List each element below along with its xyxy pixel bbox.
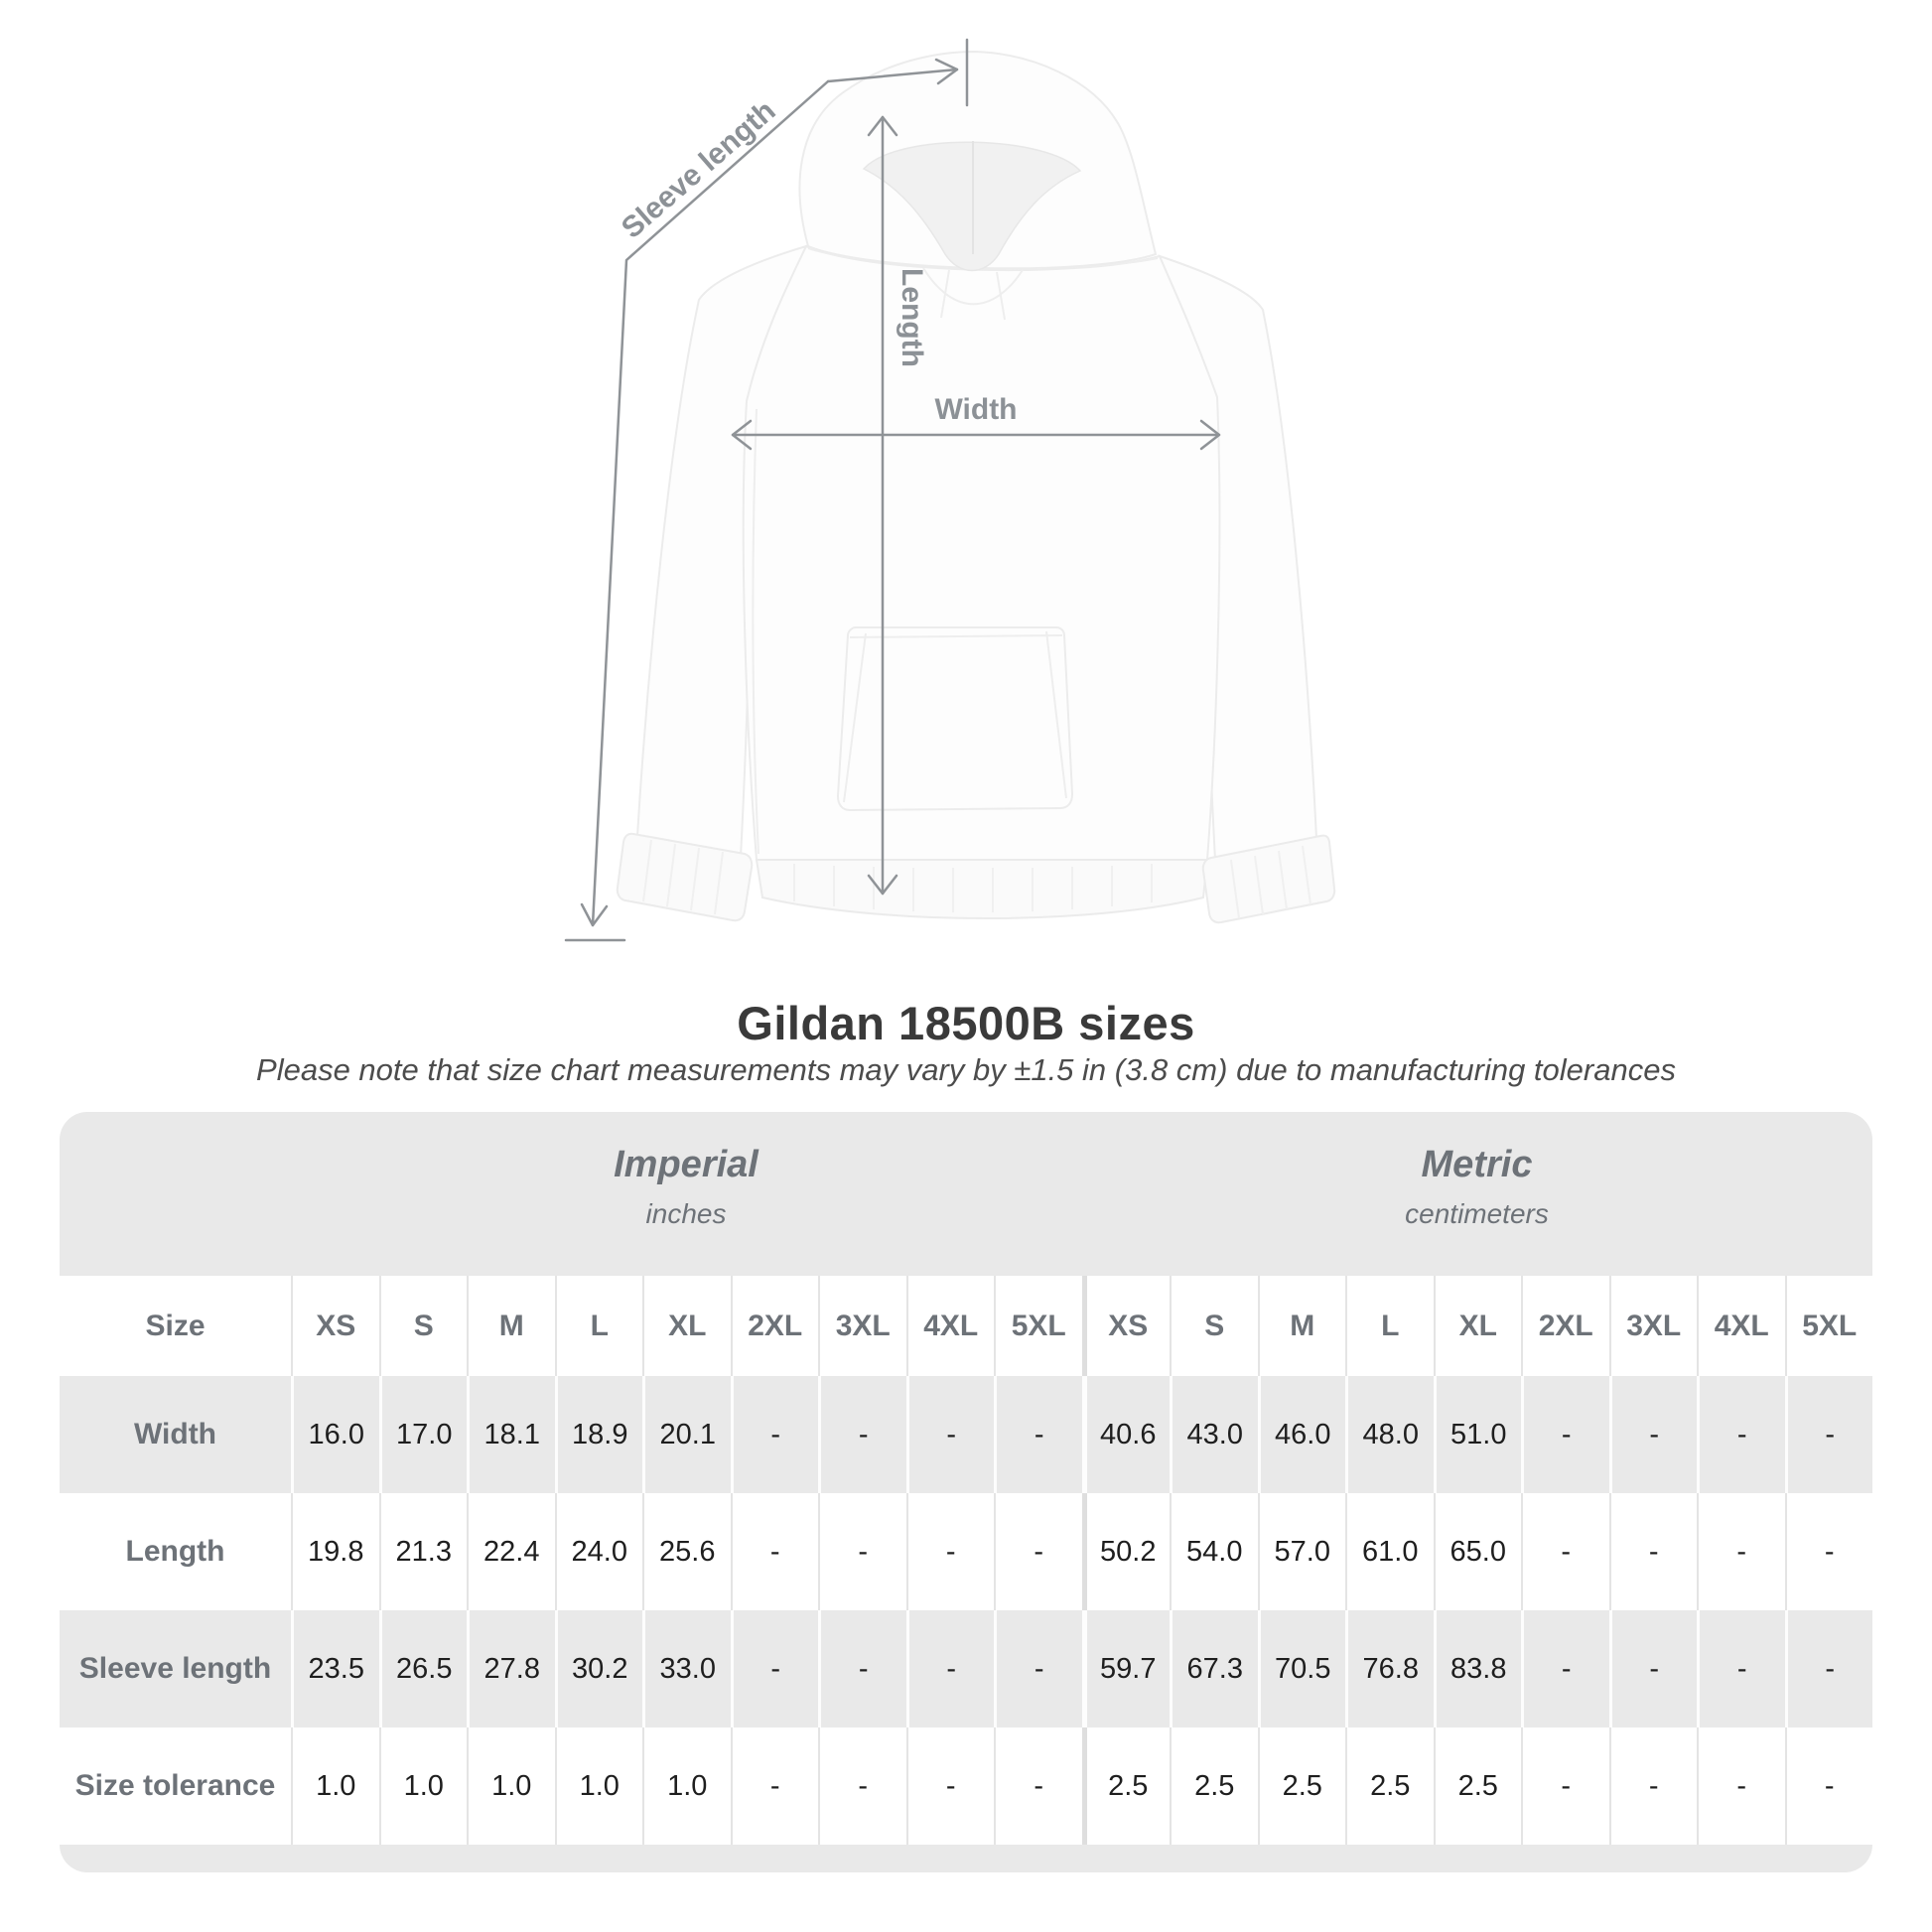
table-cell: -	[1785, 1610, 1873, 1727]
table-cell: -	[1609, 1610, 1698, 1727]
table-cell: -	[731, 1727, 819, 1845]
table-cell: 33.0	[642, 1610, 731, 1727]
table-cell: 25.6	[642, 1493, 731, 1610]
table-cell: 50.2	[1082, 1493, 1171, 1610]
table-cell: 1.0	[555, 1727, 643, 1845]
column-header: M	[1258, 1276, 1346, 1376]
table-cell: -	[731, 1376, 819, 1493]
width-label: Width	[934, 393, 1018, 426]
table-cell: 1.0	[467, 1727, 555, 1845]
metric-group-title: Metric	[1421, 1144, 1533, 1185]
hem-band	[757, 860, 1207, 918]
table-cell: 40.6	[1082, 1376, 1171, 1493]
column-header: XL	[1434, 1276, 1522, 1376]
table-cell: -	[994, 1610, 1082, 1727]
table-cell: 2.5	[1082, 1727, 1171, 1845]
table-cell: -	[1697, 1376, 1785, 1493]
table-cell: 83.8	[1434, 1610, 1522, 1727]
table-cell: -	[731, 1493, 819, 1610]
column-header: 3XL	[1609, 1276, 1698, 1376]
table-cell: 23.5	[291, 1610, 379, 1727]
table-cell: -	[906, 1727, 995, 1845]
column-header: XS	[1082, 1276, 1171, 1376]
table-cell: -	[1785, 1727, 1873, 1845]
table-cell: 48.0	[1345, 1376, 1434, 1493]
column-header: 5XL	[1785, 1276, 1873, 1376]
table-cell: 18.1	[467, 1376, 555, 1493]
column-header: 4XL	[1697, 1276, 1785, 1376]
size-corner-header: Size	[60, 1276, 291, 1376]
table-cell: 70.5	[1258, 1610, 1346, 1727]
table-cell: -	[906, 1493, 995, 1610]
table-cell: -	[1609, 1493, 1698, 1610]
column-header: 5XL	[994, 1276, 1082, 1376]
table-cell: 27.8	[467, 1610, 555, 1727]
metric-group-unit: centimeters	[1405, 1198, 1549, 1229]
table-cell: 76.8	[1345, 1610, 1434, 1727]
table-cell: 16.0	[291, 1376, 379, 1493]
column-header: 4XL	[906, 1276, 995, 1376]
column-header: 2XL	[731, 1276, 819, 1376]
table-cell: 17.0	[379, 1376, 468, 1493]
column-header: L	[1345, 1276, 1434, 1376]
imperial-group-unit: inches	[645, 1198, 727, 1229]
table-cell: 26.5	[379, 1610, 468, 1727]
table-cell: 18.9	[555, 1376, 643, 1493]
table-cell: 22.4	[467, 1493, 555, 1610]
table-cell: 24.0	[555, 1493, 643, 1610]
row-label: Length	[60, 1493, 291, 1610]
column-header: 2XL	[1521, 1276, 1609, 1376]
size-table	[60, 1112, 1872, 1872]
table-cell: 19.8	[291, 1493, 379, 1610]
table-cell: -	[818, 1727, 906, 1845]
table-cell: 1.0	[379, 1727, 468, 1845]
hoodie-illustration	[397, 20, 1549, 973]
table-cell: -	[1697, 1610, 1785, 1727]
column-header: M	[467, 1276, 555, 1376]
row-label: Width	[60, 1376, 291, 1493]
table-cell: -	[1785, 1376, 1873, 1493]
table-cell: 21.3	[379, 1493, 468, 1610]
size-table-grid	[60, 1276, 1872, 1845]
table-cell: 67.3	[1170, 1610, 1258, 1727]
table-cell: 57.0	[1258, 1493, 1346, 1610]
table-cell: -	[1697, 1493, 1785, 1610]
group-header-imperial	[291, 1144, 1081, 1230]
table-cell: -	[1521, 1727, 1609, 1845]
row-label: Size tolerance	[60, 1727, 291, 1845]
page-subtitle: Please note that size chart measurements may vary by ±1.5 in (3.8 cm) due to manufacturing tolerances	[256, 1052, 1676, 1087]
column-header: 3XL	[818, 1276, 906, 1376]
table-cell: 46.0	[1258, 1376, 1346, 1493]
table-cell: 59.7	[1082, 1610, 1171, 1727]
table-cell: -	[994, 1493, 1082, 1610]
table-cell: -	[1521, 1376, 1609, 1493]
column-header: XL	[642, 1276, 731, 1376]
table-cell: -	[731, 1610, 819, 1727]
table-cell: 54.0	[1170, 1493, 1258, 1610]
column-header: S	[1170, 1276, 1258, 1376]
table-cell: 2.5	[1170, 1727, 1258, 1845]
table-cell: 61.0	[1345, 1493, 1434, 1610]
column-header: L	[555, 1276, 643, 1376]
kangaroo-pocket	[838, 627, 1072, 810]
table-cell: 30.2	[555, 1610, 643, 1727]
table-cell: -	[1785, 1493, 1873, 1610]
table-cell: -	[1521, 1493, 1609, 1610]
table-cell: 2.5	[1434, 1727, 1522, 1845]
table-cell: -	[818, 1376, 906, 1493]
table-cell: 51.0	[1434, 1376, 1522, 1493]
table-cell: -	[994, 1376, 1082, 1493]
table-cell: 2.5	[1258, 1727, 1346, 1845]
table-cell: -	[906, 1376, 995, 1493]
page-title: Gildan 18500B sizes	[737, 997, 1195, 1049]
length-label: Length	[896, 268, 928, 367]
sleeve-length-label: Sleeve length	[615, 93, 782, 245]
group-header-metric	[1081, 1144, 1872, 1230]
column-header: S	[379, 1276, 468, 1376]
table-cell: 65.0	[1434, 1493, 1522, 1610]
table-cell: 1.0	[291, 1727, 379, 1845]
table-cell: -	[1521, 1610, 1609, 1727]
table-cell: -	[1609, 1727, 1698, 1845]
table-cell: 1.0	[642, 1727, 731, 1845]
unit-group-band	[60, 1112, 1872, 1276]
table-cell: -	[818, 1493, 906, 1610]
table-cell: -	[1609, 1376, 1698, 1493]
table-cell: 20.1	[642, 1376, 731, 1493]
table-cell: -	[994, 1727, 1082, 1845]
column-header: XS	[291, 1276, 379, 1376]
imperial-group-title: Imperial	[614, 1144, 759, 1185]
table-cell: 43.0	[1170, 1376, 1258, 1493]
row-label: Sleeve length	[60, 1610, 291, 1727]
table-cell: -	[818, 1610, 906, 1727]
table-cell: 2.5	[1345, 1727, 1434, 1845]
table-cell: -	[1697, 1727, 1785, 1845]
table-cell: -	[906, 1610, 995, 1727]
